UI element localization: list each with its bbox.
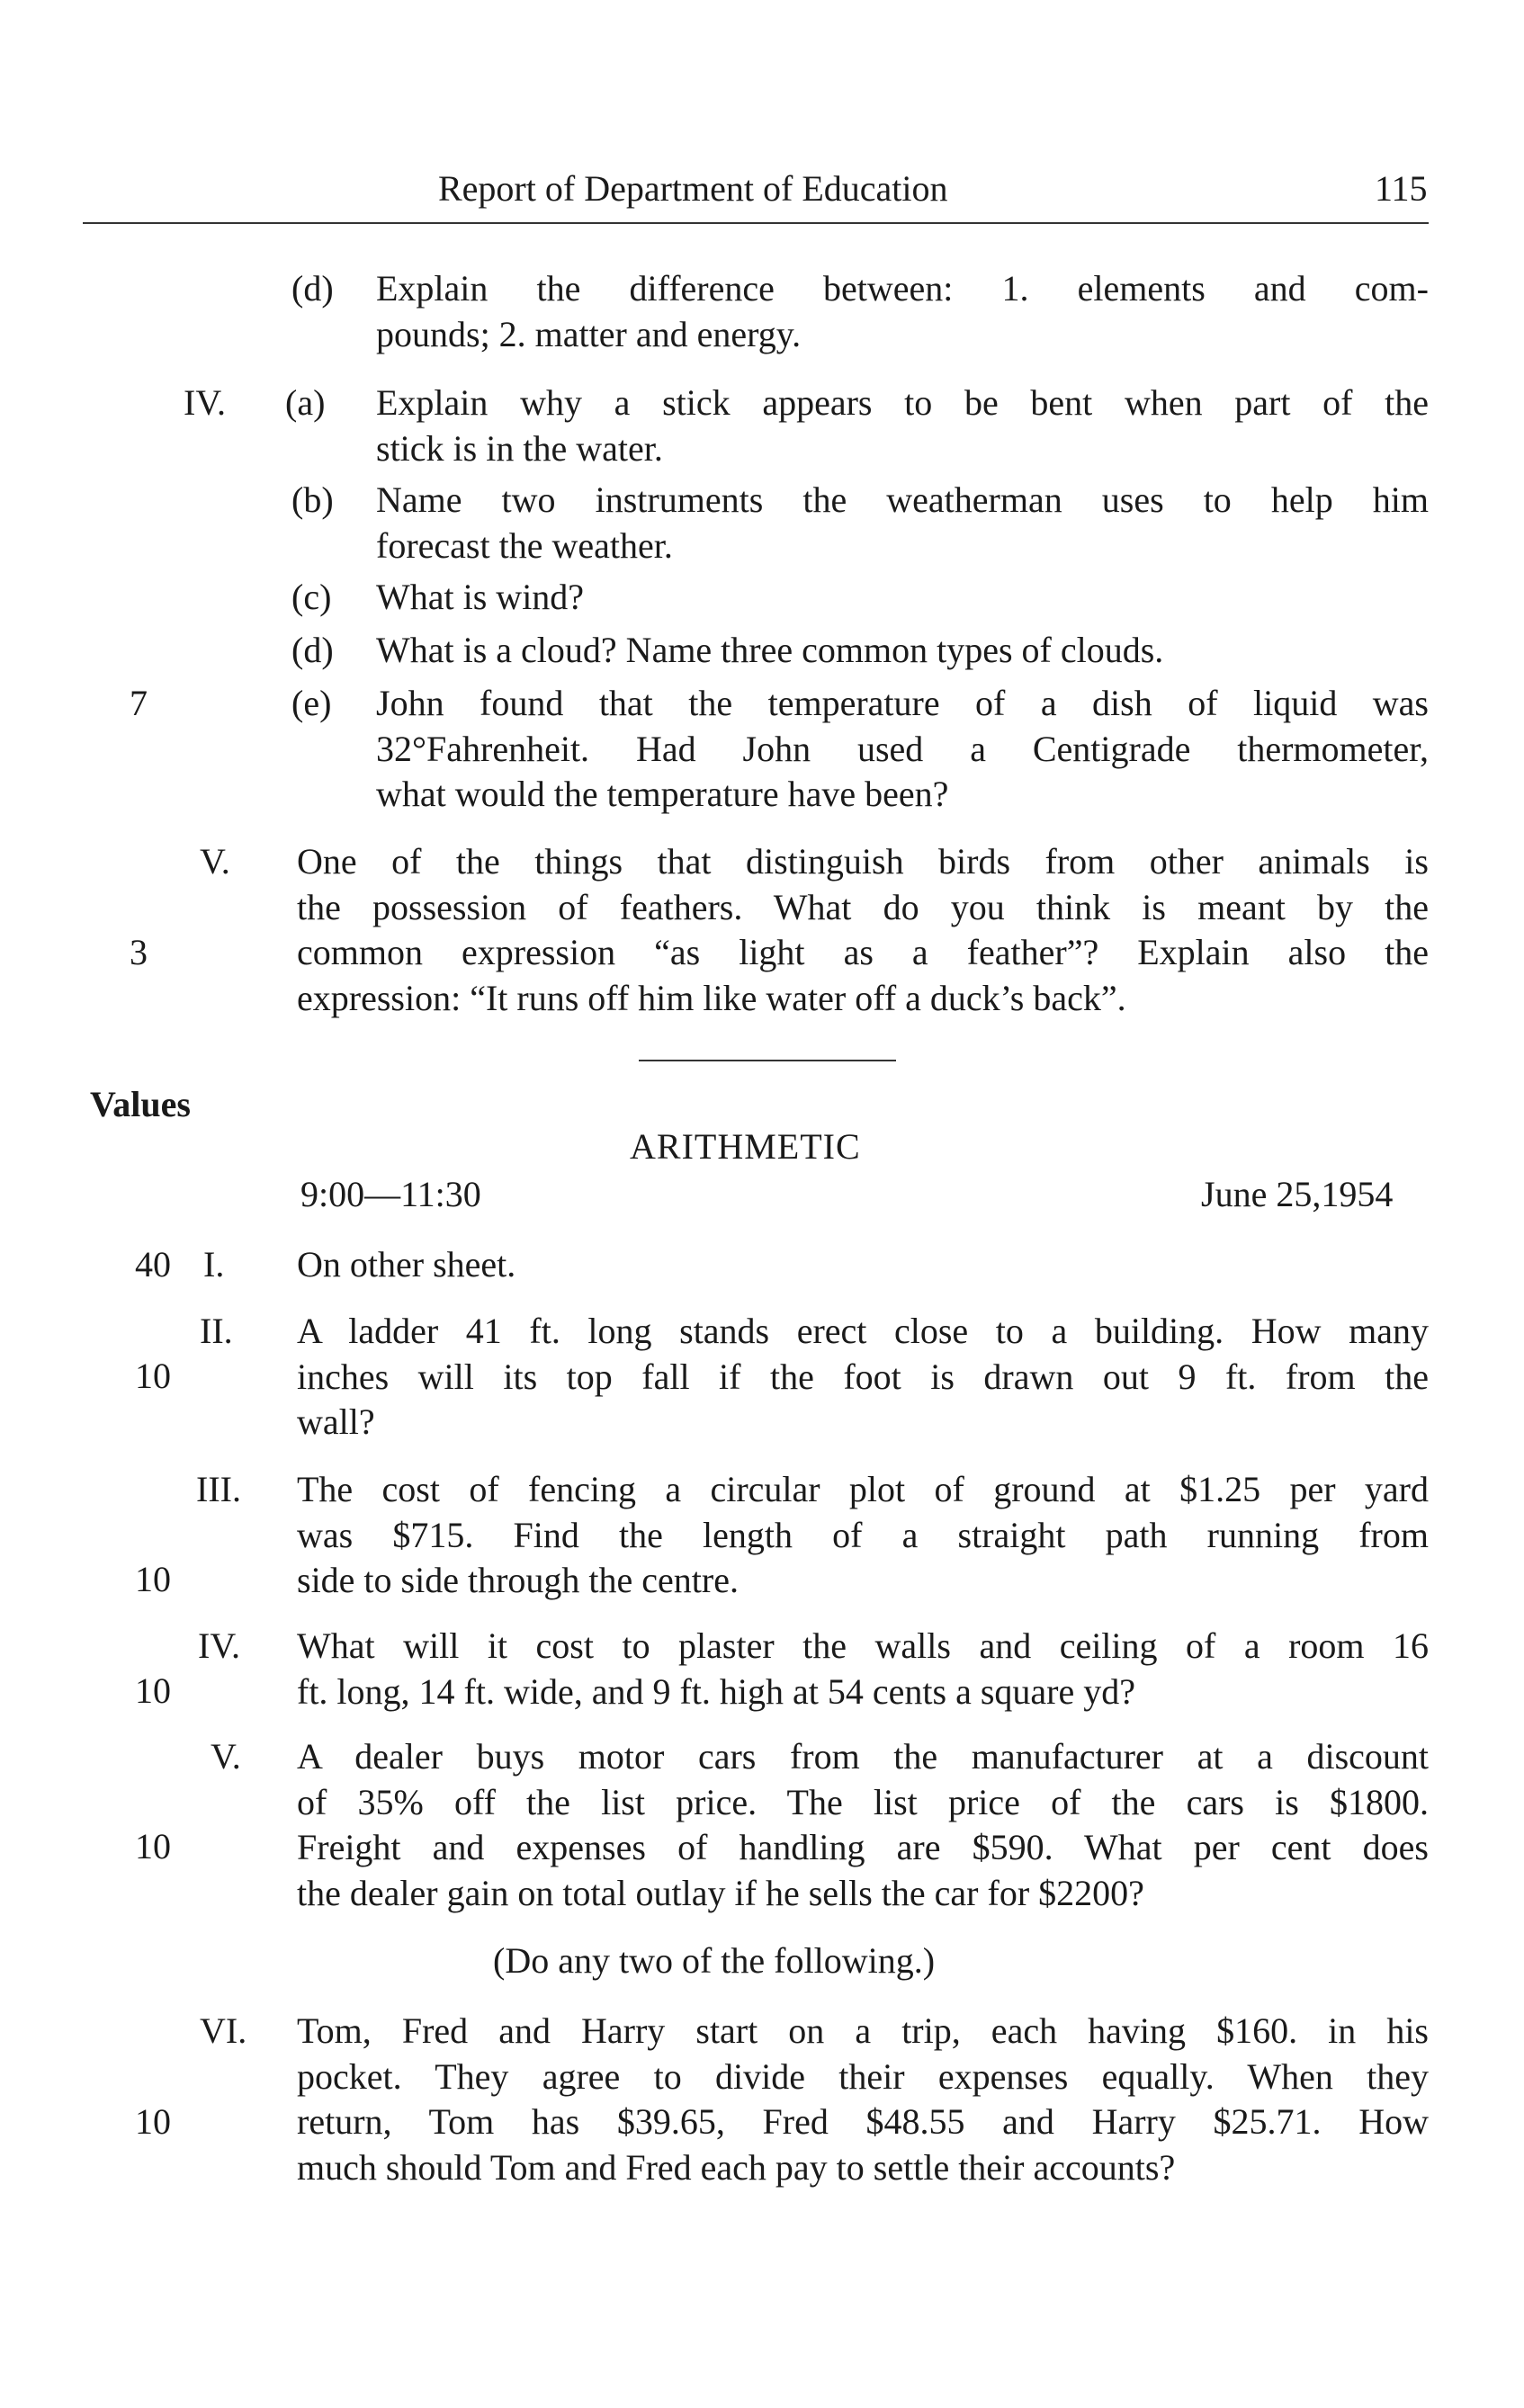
running-header-title: Report of Department of Education (438, 168, 948, 209)
text-line: John found that the temperature of a dish of liquid was (376, 683, 1429, 723)
question-text (297, 1734, 1429, 1916)
text-line: was $715. Find the length of a straight path running from (297, 1514, 1429, 1555)
question-value: 10 (135, 1826, 171, 1866)
text-line: A ladder 41 ft. long stands erect close to a building. How many (297, 1311, 1429, 1351)
text-line: the dealer gain on total outlay if he sells the car for $2200? (297, 1872, 1144, 1913)
item-label: (b) (291, 479, 334, 520)
exam-date: June 25,1954 (1201, 1174, 1394, 1214)
text-line: 32°Fahrenheit. Had John used a Centigrade thermometer, (376, 728, 1429, 769)
text-line: Explain the difference between: 1. elements and com- (376, 268, 1429, 309)
values-column-label: Values (90, 1084, 191, 1124)
question-value: 10 (135, 1670, 171, 1711)
question-text (297, 1467, 1429, 1604)
text-line: What is a cloud? Name three common types of clouds. (376, 630, 1164, 670)
text-line: side to side through the centre. (297, 1560, 739, 1600)
instruction-text: (Do any two of the following.) (493, 1940, 936, 1981)
item-label-iii-d: (d) (291, 268, 334, 309)
question-numeral: I. (203, 1244, 225, 1285)
question-numeral: IV. (184, 382, 227, 423)
question-value: 10 (135, 2101, 171, 2142)
text-line: pounds; 2. matter and energy. (376, 313, 802, 354)
text-line: ft. long, 14 ft. wide, and 9 ft. high at 54 cents a square yd? (297, 1670, 1135, 1712)
text-line: What is wind? (376, 577, 585, 617)
text-line: forecast the weather. (376, 524, 673, 566)
question-value: 7 (130, 683, 148, 723)
text-line: Explain why a stick appears to be bent when part of the (376, 382, 1429, 423)
question-numeral: IV. (198, 1625, 241, 1666)
exam-time: 9:00—11:30 (300, 1174, 481, 1214)
text-line: Name two instruments the weatherman uses to help him (376, 479, 1429, 520)
text-line: much should Tom and Fred each pay to settle their accounts? (297, 2146, 1176, 2188)
header-rule (83, 222, 1429, 224)
text-line: Freight and expenses of handling are $590. What per cent does (297, 1827, 1429, 1867)
item-label: (c) (291, 577, 332, 617)
text-line: One of the things that distinguish birds from other animals is (297, 841, 1429, 882)
question-value: 40 (135, 1244, 171, 1285)
text-line: common expression “as light as a feather”? Explain also the (297, 932, 1429, 972)
question-text (297, 839, 1429, 1021)
question-text (297, 1624, 1429, 1714)
text-line: what would the temperature have been? (376, 774, 949, 814)
question-numeral: V. (211, 1736, 241, 1777)
question-text (297, 1309, 1429, 1446)
text-line: Tom, Fred and Harry start on a trip, each having $160. in his (297, 2010, 1429, 2051)
text-line: pocket. They agree to divide their expenses equally. When they (297, 2055, 1429, 2097)
text-line: stick is in the water. (376, 427, 663, 469)
question-text (297, 2009, 1429, 2190)
question-value: 10 (135, 1356, 171, 1396)
item-text (376, 575, 1429, 621)
text-line: A dealer buys motor cars from the manufacturer at a discount (297, 1736, 1429, 1777)
text-line: expression: “It runs off him like water off a duck’s back”. (297, 977, 1126, 1018)
item-label: (d) (291, 630, 334, 670)
text-line: the possession of feathers. What do you think is meant by the (297, 886, 1429, 927)
item-text (376, 380, 1429, 471)
question-text (297, 1242, 1429, 1288)
section-divider (639, 1060, 896, 1061)
text-line: inches will its top fall if the foot is drawn out 9 ft. from the (297, 1356, 1429, 1397)
text-line: return, Tom has $39.65, Fred $48.55 and Harry $25.71. How (297, 2101, 1429, 2142)
item-label: (e) (291, 683, 332, 723)
text-line: of 35% off the list price. The list price of the cars is $1800. (297, 1781, 1429, 1822)
question-numeral: VI. (200, 2010, 247, 2051)
item-text (376, 628, 1429, 674)
question-value: 10 (135, 1559, 171, 1599)
question-value: 3 (130, 932, 148, 972)
section-title: ARITHMETIC (630, 1126, 861, 1167)
page-number: 115 (1375, 168, 1428, 209)
text-line: What will it cost to plaster the walls and ceiling of a room 16 (297, 1625, 1429, 1666)
question-numeral: III. (196, 1469, 241, 1509)
item-text-iii-d (376, 266, 1429, 357)
item-text (376, 478, 1429, 568)
text-line: On other sheet. (297, 1244, 516, 1285)
text-line: wall? (297, 1401, 375, 1442)
text-line: The cost of fencing a circular plot of ground at $1.25 per yard (297, 1469, 1429, 1509)
item-label: (a) (285, 382, 326, 423)
item-text (376, 681, 1429, 818)
question-numeral: V. (200, 841, 230, 882)
question-numeral: II. (200, 1311, 233, 1351)
